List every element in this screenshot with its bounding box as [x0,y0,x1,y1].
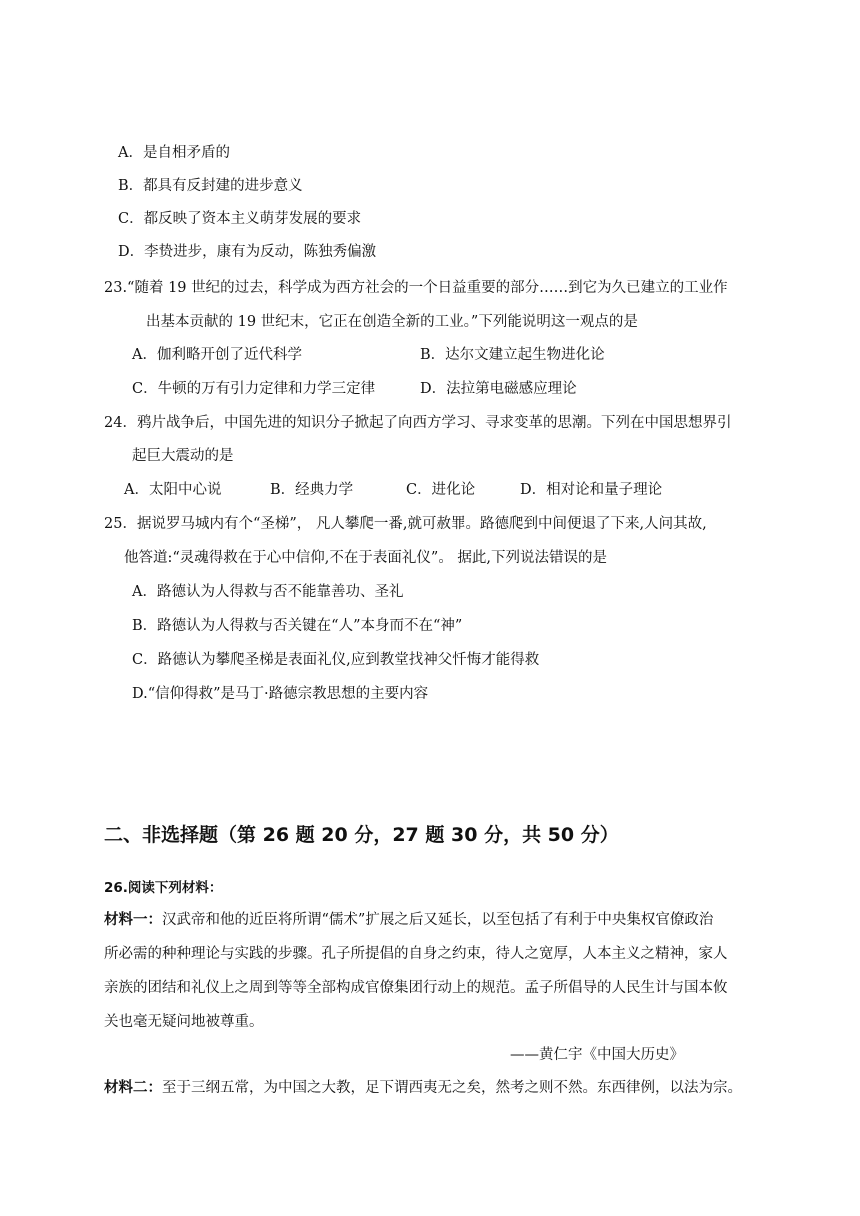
q26-title: 26.阅读下列材料： [104,880,223,896]
q23-option-d: D．法拉第电磁感应理论 [420,381,577,397]
q25-stem-line1: 25．据说罗马城内有个“圣梯”， 凡人攀爬一番,就可赦罪。路德爬到中间便退了下来,人问其故, [104,516,707,532]
q22-option-c: C．都反映了资本主义萌芽发展的要求 [118,211,362,227]
material1-text: 汉武帝和他的近臣将所谓“儒术”扩展之后又延长，以至包括了有利于中央集权官僚政治 [162,912,714,928]
q24-option-a: A．太阳中心说 [124,482,222,498]
q22-option-a: A．是自相矛盾的 [118,145,230,161]
material2-text: 至于三纲五常，为中国之大教，足下谓西夷无之矣，然考之则不然。东西律例，以法为宗。 [162,1080,742,1096]
q25-option-d: D.“信仰得救”是马丁·路德宗教思想的主要内容 [132,686,429,702]
q26-material2-line1 [104,1078,742,1098]
q24-option-b: B．经典力学 [270,482,354,498]
q26-material1-line3: 亲族的团结和礼仪上之周到等等全部构成官僚集团行动上的规范。孟子所倡导的人民生计与国本攸 [104,980,728,996]
q22-option-b: B．都具有反封建的进步意义 [118,178,303,194]
q25-option-b: B．路德认为人得救与否关键在“人”本身而不在“神” [132,618,463,634]
q25-stem-line2: 他答道:“灵魂得救在于心中信仰,不在于表面礼仪”。 据此,下列说法错误的是 [124,550,608,566]
q24-stem-line1: 24．鸦片战争后，中国先进的知识分子掀起了向西方学习、寻求变革的思潮。下列在中国思想界引 [104,415,732,431]
q23-option-b: B．达尔文建立起生物进化论 [420,347,605,363]
material2-label: 材料二： [104,1079,162,1096]
q24-option-c: C．进化论 [406,482,476,498]
q26-material1-line2: 所必需的种种理论与实践的步骤。孔子所提倡的自身之约束，待人之宽厚，人本主义之精神，家人 [104,946,728,962]
q23-stem-line1: 23.“随着 19 世纪的过去，科学成为西方社会的一个日益重要的部分……到它为久已建立的工业作 [104,280,728,296]
q23-option-c: C．牛顿的万有引力定律和力学三定律 [132,381,376,397]
q23-stem-line2: 出基本贡献的 19 世纪末，它正在创造全新的工业。”下列能说明这一观点的是 [146,314,638,330]
q25-option-c: C．路德认为攀爬圣梯是表面礼仪,应到教堂找神父忏悔才能得救 [132,652,540,668]
q24-option-d: D．相对论和量子理论 [520,482,663,498]
section-heading: 二、非选择题（第 26 题 20 分，27 题 30 分，共 50 分） [104,824,619,846]
q26-material1-source: ——黄仁宇《中国大历史》 [510,1047,684,1063]
q26-material1-line4: 关也毫无疑问地被尊重。 [104,1014,264,1030]
q26-material1-line1 [104,910,713,930]
q24-stem-line2: 起巨大震动的是 [132,448,234,464]
q23-option-a: A．伽利略开创了近代科学 [132,347,302,363]
q25-option-a: A．路德认为人得救与否不能靠善功、圣礼 [132,584,404,600]
material1-label: 材料一： [104,911,162,928]
q22-option-d: D．李贽进步，康有为反动，陈独秀偏激 [118,244,377,260]
